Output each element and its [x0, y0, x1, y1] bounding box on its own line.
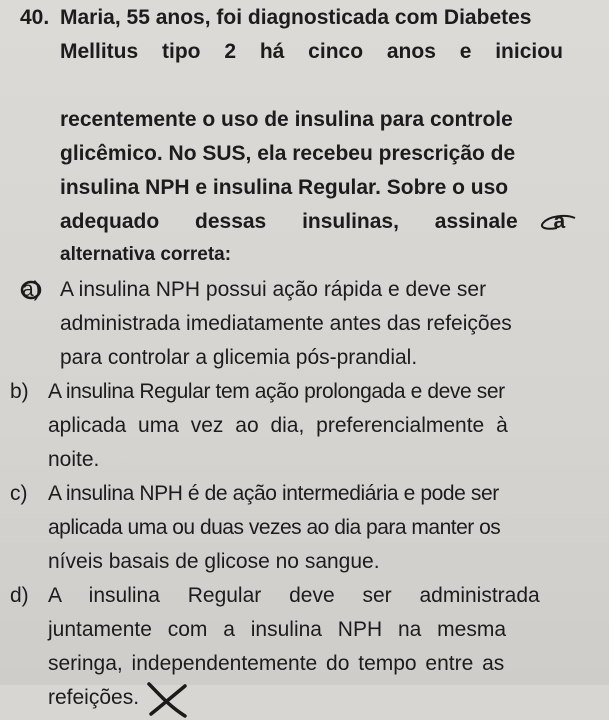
option-b-line-3: noite. — [48, 448, 100, 471]
option-d-letter[interactable]: d) — [10, 584, 29, 607]
stem-line-4: glicêmico. No SUS, ela recebeu prescrição de — [60, 142, 516, 165]
pen-mark-curve — [535, 214, 581, 232]
option-a-line-3: para controlar a glicemia pós-prandial. — [60, 346, 418, 369]
option-c-letter[interactable]: c) — [10, 482, 28, 505]
option-b-line-1: A insulina Regular tem ação prolongada e deve ser — [48, 380, 505, 403]
question-number: 40. — [20, 6, 50, 29]
option-d-line-4: refeições. — [48, 686, 140, 709]
stem-line-3: recentemente o uso de insulina para controle — [60, 108, 513, 131]
option-c-line-2: aplicada uma ou duas vezes ao dia para manter os — [48, 516, 501, 539]
stem-line-7: alternativa correta: — [60, 244, 232, 265]
option-a-letter[interactable]: a) — [22, 278, 41, 301]
option-a-line-2: administrada imediatamente antes das refeições — [60, 312, 512, 335]
stem-line-6: adequado dessas insulinas, assinale a — [60, 210, 566, 233]
pen-circle-mark — [20, 280, 42, 300]
option-c-line-3: níveis basais de glicose no sangue. — [48, 550, 380, 573]
stem-line-1: Maria, 55 anos, foi diagnosticada com Diabetes — [60, 6, 532, 29]
stem-line-2 — [60, 40, 600, 64]
option-a-line-1: A insulina NPH possui ação rápida e deve ser — [60, 278, 487, 301]
stem-line-5: insulina NPH e insulina Regular. Sobre o uso — [60, 176, 509, 199]
option-d-line-2: juntamente com a insulina NPH na mesma — [48, 618, 507, 641]
option-d-line-3: seringa, independentemente do tempo entre as — [48, 652, 505, 675]
pen-x-mark — [145, 680, 191, 720]
option-b-line-2: aplicada uma vez ao dia, preferencialmente à — [48, 414, 508, 437]
option-c-line-1: A insulina NPH é de ação intermediária e pode ser — [48, 482, 499, 505]
stem-line-2-text: Mellitus tipo 2 há cinco anos e iniciou — [60, 40, 563, 63]
option-d-line-1: A insulina Regular deve ser administrada — [48, 584, 540, 607]
option-b-letter[interactable]: b) — [10, 380, 29, 403]
